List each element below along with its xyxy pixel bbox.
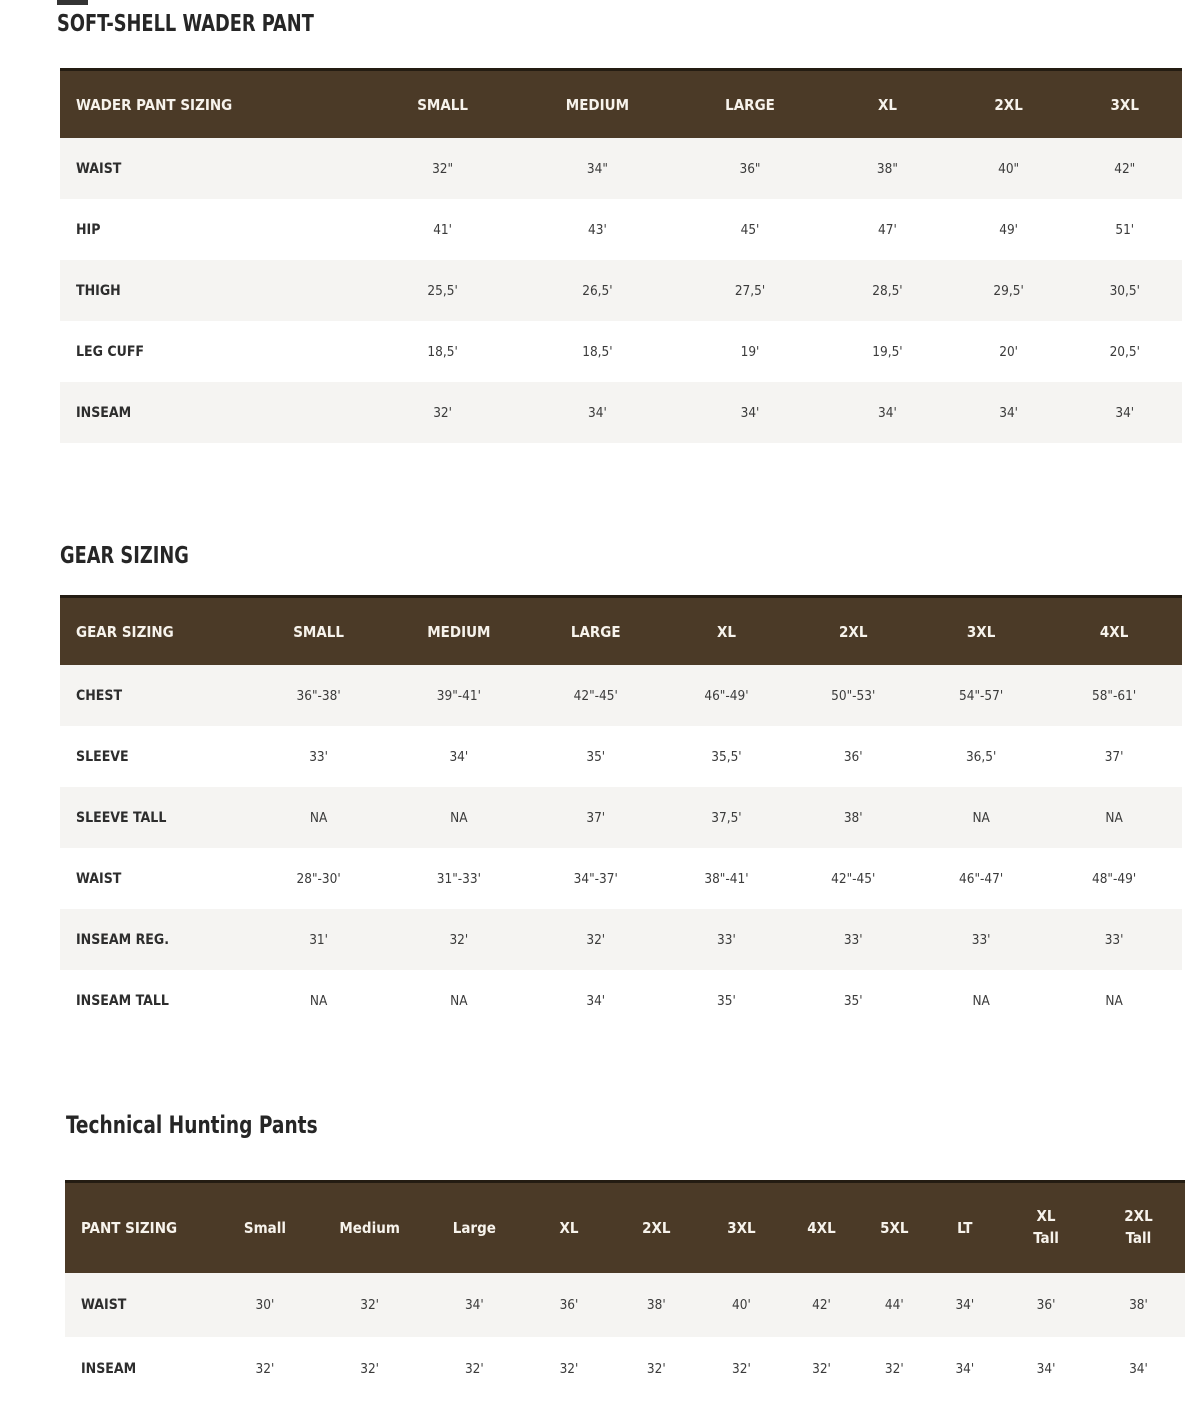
table-row bbox=[60, 260, 1182, 321]
value-cell: 32' bbox=[529, 909, 663, 970]
value-cell: 28"-30' bbox=[248, 848, 388, 909]
value-cell: 32' bbox=[215, 1337, 315, 1401]
value-cell: 19,5' bbox=[825, 321, 950, 382]
value-cell: 39"-41' bbox=[389, 665, 529, 726]
value-cell: 31' bbox=[248, 909, 388, 970]
value-cell: 40" bbox=[950, 138, 1068, 199]
value-cell: NA bbox=[389, 787, 529, 848]
value-cell: 27,5' bbox=[675, 260, 825, 321]
table-title-header-cell: GEAR SIZING bbox=[76, 622, 174, 641]
value-cell: 42"-45' bbox=[790, 848, 916, 909]
column-header-cell: 2XL bbox=[839, 622, 868, 641]
value-cell: 33' bbox=[790, 909, 916, 970]
wader-pant-sizing-table bbox=[60, 68, 1182, 443]
value-cell: 54"-57' bbox=[916, 665, 1046, 726]
column-header-cell: XL bbox=[716, 622, 736, 641]
column-header-cell: 2XL bbox=[994, 95, 1023, 114]
value-cell: 34' bbox=[389, 726, 529, 787]
value-cell: 32' bbox=[784, 1337, 859, 1401]
column-header-cell: Medium bbox=[339, 1219, 400, 1237]
value-cell: 18,5' bbox=[365, 321, 520, 382]
column-header-cell: SMALL bbox=[293, 622, 344, 641]
value-cell: 58"-61' bbox=[1046, 665, 1182, 726]
value-cell: 38' bbox=[790, 787, 916, 848]
value-cell: 36"-38' bbox=[248, 665, 388, 726]
value-cell: 32' bbox=[315, 1273, 425, 1337]
column-header-cell: LARGE bbox=[570, 622, 621, 641]
table-row bbox=[60, 199, 1182, 260]
value-cell: 34' bbox=[675, 382, 825, 443]
table-row bbox=[60, 970, 1182, 1031]
value-cell: 47' bbox=[825, 199, 950, 260]
table-row bbox=[65, 1273, 1185, 1337]
value-cell: 32' bbox=[614, 1337, 699, 1401]
value-cell: 34' bbox=[529, 970, 663, 1031]
row-label-cell: CHEST bbox=[60, 665, 248, 726]
value-cell: 32' bbox=[859, 1337, 930, 1401]
table-row bbox=[60, 321, 1182, 382]
column-header-cell: 4XL bbox=[1099, 622, 1129, 641]
value-cell: 34' bbox=[425, 1273, 525, 1337]
value-cell: 32" bbox=[365, 138, 520, 199]
table-header-row bbox=[60, 70, 1182, 139]
value-cell: 32' bbox=[389, 909, 529, 970]
value-cell: 42' bbox=[784, 1273, 859, 1337]
value-cell: NA bbox=[248, 787, 388, 848]
value-cell: 38' bbox=[1092, 1273, 1185, 1337]
value-cell: 34' bbox=[1068, 382, 1182, 443]
row-label-cell: INSEAM REG. bbox=[60, 909, 248, 970]
value-cell: 32' bbox=[365, 382, 520, 443]
value-cell: 36' bbox=[790, 726, 916, 787]
value-cell: 25,5' bbox=[365, 260, 520, 321]
row-label-cell: WAIST bbox=[65, 1273, 215, 1337]
value-cell: 45' bbox=[675, 199, 825, 260]
value-cell: 19' bbox=[675, 321, 825, 382]
table-header-row bbox=[60, 597, 1182, 666]
row-label-cell: INSEAM TALL bbox=[60, 970, 248, 1031]
table-row bbox=[60, 382, 1182, 443]
value-cell: 32' bbox=[315, 1337, 425, 1401]
value-cell: 42" bbox=[1068, 138, 1182, 199]
table-title-header-cell: PANT SIZING bbox=[81, 1219, 178, 1237]
column-header-cell: 2XL Tall bbox=[1124, 1207, 1153, 1247]
value-cell: 40' bbox=[699, 1273, 784, 1337]
column-header-cell: 5XL bbox=[880, 1219, 909, 1237]
section-title-gear-sizing: GEAR SIZING bbox=[60, 543, 189, 569]
value-cell: 37' bbox=[529, 787, 663, 848]
value-cell: 43' bbox=[520, 199, 675, 260]
value-cell: 36" bbox=[675, 138, 825, 199]
value-cell: 50"-53' bbox=[790, 665, 916, 726]
row-label-cell: HIP bbox=[60, 199, 365, 260]
cropped-element-sliver bbox=[57, 0, 88, 5]
technical-hunting-pants-table bbox=[65, 1180, 1185, 1401]
value-cell: 35' bbox=[663, 970, 791, 1031]
value-cell: 32' bbox=[425, 1337, 525, 1401]
row-label-cell: SLEEVE bbox=[60, 726, 248, 787]
value-cell: 33' bbox=[663, 909, 791, 970]
value-cell: 28,5' bbox=[825, 260, 950, 321]
column-header-cell: 3XL bbox=[1110, 95, 1139, 114]
value-cell: 20' bbox=[950, 321, 1068, 382]
row-label-cell: SLEEVE TALL bbox=[60, 787, 248, 848]
table-row bbox=[60, 909, 1182, 970]
row-label-cell: INSEAM bbox=[60, 382, 365, 443]
value-cell: NA bbox=[1046, 970, 1182, 1031]
value-cell: 33' bbox=[248, 726, 388, 787]
row-label-cell: LEG CUFF bbox=[60, 321, 365, 382]
value-cell: 46"-49' bbox=[663, 665, 791, 726]
column-header-cell: XL Tall bbox=[1033, 1207, 1059, 1247]
column-header-cell: MEDIUM bbox=[565, 95, 630, 114]
table-title-header-cell: WADER PANT SIZING bbox=[76, 95, 233, 114]
value-cell: 35' bbox=[790, 970, 916, 1031]
value-cell: 38" bbox=[825, 138, 950, 199]
value-cell: 31"-33' bbox=[389, 848, 529, 909]
value-cell: 34' bbox=[950, 382, 1068, 443]
value-cell: 33' bbox=[916, 909, 1046, 970]
row-label-cell: THIGH bbox=[60, 260, 365, 321]
value-cell: 33' bbox=[1046, 909, 1182, 970]
value-cell: NA bbox=[248, 970, 388, 1031]
value-cell: 38' bbox=[614, 1273, 699, 1337]
column-header-cell: 2XL bbox=[642, 1219, 671, 1237]
table-row bbox=[60, 848, 1182, 909]
value-cell: 37,5' bbox=[663, 787, 791, 848]
column-header-cell: 3XL bbox=[966, 622, 996, 641]
value-cell: 34' bbox=[930, 1273, 1001, 1337]
value-cell: 34" bbox=[520, 138, 675, 199]
value-cell: 44' bbox=[859, 1273, 930, 1337]
value-cell: 42"-45' bbox=[529, 665, 663, 726]
section-title-technical-hunting-pants: Technical Hunting Pants bbox=[66, 1111, 318, 1139]
column-header-cell: LT bbox=[957, 1219, 973, 1237]
value-cell: 29,5' bbox=[950, 260, 1068, 321]
value-cell: 35' bbox=[529, 726, 663, 787]
column-header-cell: XL bbox=[559, 1219, 579, 1237]
value-cell: 34' bbox=[1000, 1337, 1092, 1401]
value-cell: 30' bbox=[215, 1273, 315, 1337]
value-cell: NA bbox=[389, 970, 529, 1031]
column-header-cell: 4XL bbox=[807, 1219, 836, 1237]
table-row bbox=[60, 138, 1182, 199]
value-cell: 51' bbox=[1068, 199, 1182, 260]
value-cell: 30,5' bbox=[1068, 260, 1182, 321]
table-row bbox=[60, 665, 1182, 726]
value-cell: 34' bbox=[930, 1337, 1001, 1401]
value-cell: 18,5' bbox=[520, 321, 675, 382]
value-cell: 35,5' bbox=[663, 726, 791, 787]
value-cell: 49' bbox=[950, 199, 1068, 260]
value-cell: 36' bbox=[524, 1273, 614, 1337]
column-header-cell: LARGE bbox=[725, 95, 775, 114]
table-header-row bbox=[65, 1182, 1185, 1274]
value-cell: 37' bbox=[1046, 726, 1182, 787]
column-header-cell: MEDIUM bbox=[427, 622, 491, 641]
value-cell: 38"-41' bbox=[663, 848, 791, 909]
value-cell: 34' bbox=[520, 382, 675, 443]
column-header-cell: Large bbox=[452, 1219, 496, 1237]
row-label-cell: INSEAM bbox=[65, 1337, 215, 1401]
table-row bbox=[60, 787, 1182, 848]
value-cell: 48"-49' bbox=[1046, 848, 1182, 909]
value-cell: 34' bbox=[1092, 1337, 1185, 1401]
value-cell: 34"-37' bbox=[529, 848, 663, 909]
value-cell: 26,5' bbox=[520, 260, 675, 321]
column-header-cell: XL bbox=[877, 95, 897, 114]
value-cell: 41' bbox=[365, 199, 520, 260]
value-cell: 36' bbox=[1000, 1273, 1092, 1337]
value-cell: NA bbox=[916, 787, 1046, 848]
value-cell: NA bbox=[916, 970, 1046, 1031]
value-cell: 32' bbox=[524, 1337, 614, 1401]
row-label-cell: WAIST bbox=[60, 848, 248, 909]
value-cell: 46"-47' bbox=[916, 848, 1046, 909]
value-cell: NA bbox=[1046, 787, 1182, 848]
column-header-cell: Small bbox=[243, 1219, 286, 1237]
value-cell: 34' bbox=[825, 382, 950, 443]
table-row bbox=[65, 1337, 1185, 1401]
gear-sizing-table bbox=[60, 595, 1182, 1031]
value-cell: 32' bbox=[699, 1337, 784, 1401]
column-header-cell: SMALL bbox=[417, 95, 468, 114]
table-row bbox=[60, 726, 1182, 787]
value-cell: 20,5' bbox=[1068, 321, 1182, 382]
section-title-wader-pant: SOFT-SHELL WADER PANT bbox=[57, 11, 314, 37]
column-header-cell: 3XL bbox=[727, 1219, 756, 1237]
value-cell: 36,5' bbox=[916, 726, 1046, 787]
row-label-cell: WAIST bbox=[60, 138, 365, 199]
